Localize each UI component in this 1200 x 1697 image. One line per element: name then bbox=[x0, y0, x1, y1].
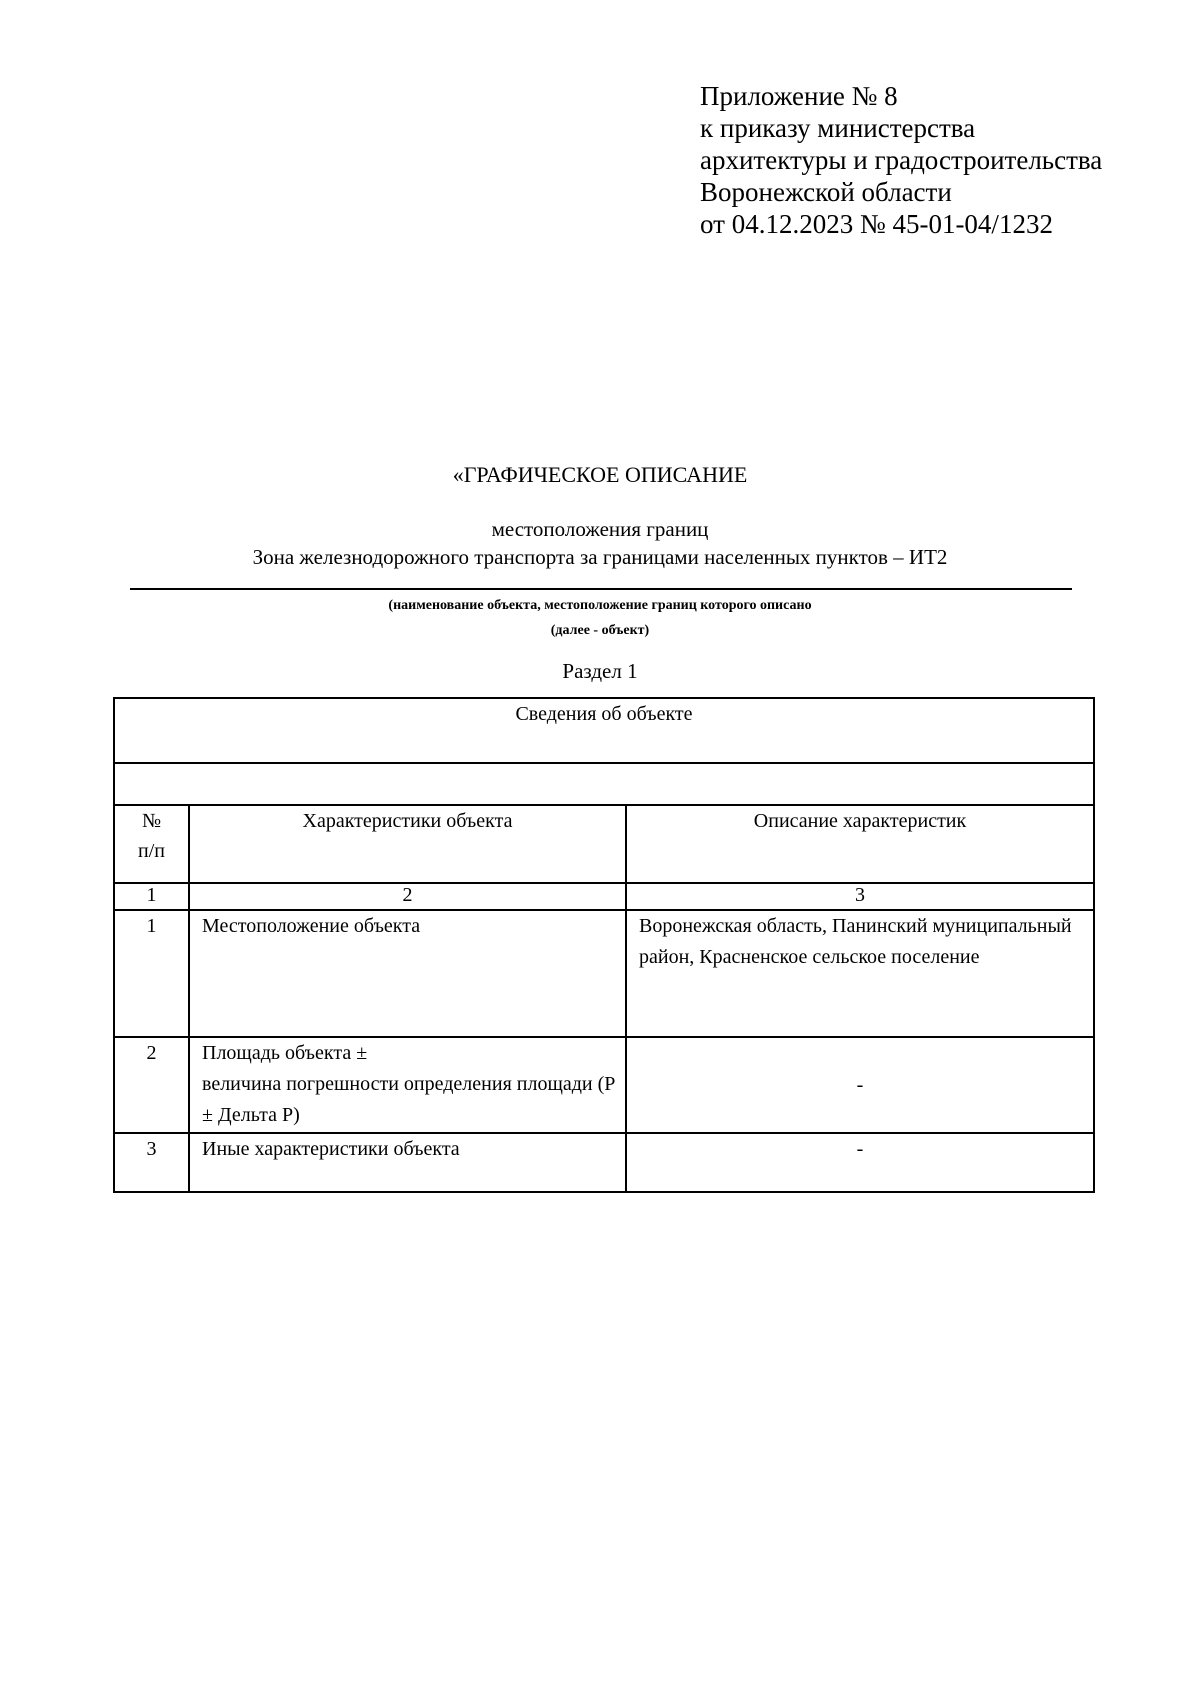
header-num-abbr: п/п bbox=[138, 840, 165, 862]
row-description: - bbox=[626, 1133, 1094, 1192]
document-subtitle bbox=[0, 515, 1200, 571]
appendix-block bbox=[700, 80, 1102, 240]
row-description: - bbox=[626, 1037, 1094, 1133]
header-num bbox=[114, 805, 189, 883]
header-num-symbol: № bbox=[141, 810, 162, 832]
column-index-row bbox=[114, 883, 1094, 910]
row-number: 3 bbox=[114, 1133, 189, 1192]
row-characteristic-line: Площадь объекта ± bbox=[202, 1042, 368, 1064]
object-name-underline bbox=[130, 588, 1072, 590]
appendix-line: Приложение № 8 bbox=[700, 81, 898, 111]
row-characteristic: Местоположение объекта bbox=[189, 910, 626, 1037]
column-index: 1 bbox=[114, 883, 189, 910]
object-info-table bbox=[113, 697, 1095, 1193]
header-characteristics: Характеристики объекта bbox=[189, 805, 626, 883]
row-characteristic-line: величина погрешности определения площади (Р ± Дельта Р) bbox=[202, 1073, 616, 1126]
row-characteristic: Иные характеристики объекта bbox=[189, 1133, 626, 1192]
document-title: «ГРАФИЧЕСКОЕ ОПИСАНИЕ bbox=[452, 462, 748, 487]
caption-line: (наименование объекта, местоположение границ которого описано bbox=[388, 598, 812, 613]
table-row bbox=[114, 1037, 1094, 1133]
row-number: 1 bbox=[114, 910, 189, 1037]
appendix-line: Воронежской области bbox=[700, 177, 952, 207]
table-empty-row bbox=[114, 763, 1094, 805]
appendix-line: к приказу министерства bbox=[700, 113, 976, 143]
row-characteristic bbox=[189, 1037, 626, 1133]
subtitle-line: местоположения границ bbox=[491, 517, 709, 541]
row-description: Воронежская область, Панинский муниципальный район, Красненское сельское поселение bbox=[626, 910, 1094, 1037]
appendix-line: архитектуры и градостроительства bbox=[700, 145, 1103, 175]
table-header-row bbox=[114, 805, 1094, 883]
object-name: Зона железнодорожного транспорта за границами населенных пунктов – ИТ2 bbox=[252, 545, 948, 569]
column-index: 2 bbox=[189, 883, 626, 910]
appendix-line: от 04.12.2023 № 45-01-04/1232 bbox=[700, 209, 1053, 239]
row-number: 2 bbox=[114, 1037, 189, 1133]
table-row bbox=[114, 910, 1094, 1037]
caption-line: (далее - объект) bbox=[550, 623, 650, 638]
section-label: Раздел 1 bbox=[562, 659, 638, 683]
object-name-caption bbox=[0, 593, 1200, 643]
table-title: Сведения об объекте bbox=[114, 698, 1094, 763]
table-empty-cell bbox=[114, 763, 1094, 805]
table-title-row bbox=[114, 698, 1094, 763]
header-description: Описание характеристик bbox=[626, 805, 1094, 883]
table-row bbox=[114, 1133, 1094, 1192]
column-index: 3 bbox=[626, 883, 1094, 910]
